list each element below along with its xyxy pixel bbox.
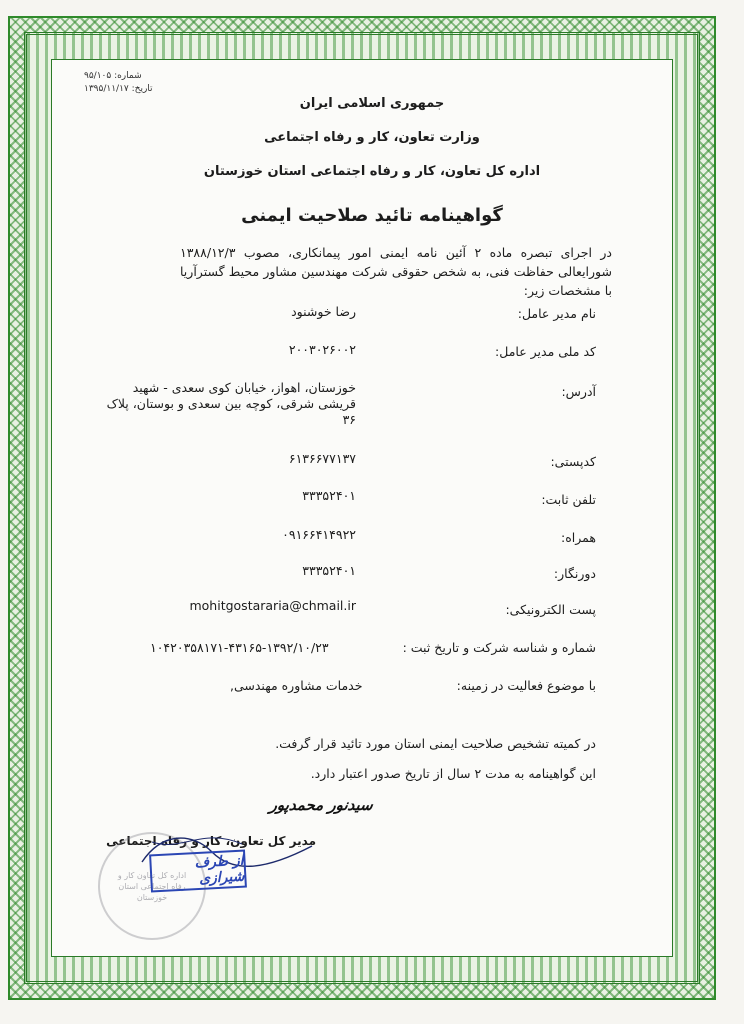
reference-block [84, 70, 204, 96]
blue-stamp: از طرف شیرازی [149, 850, 247, 893]
signature-name: سیدنور محمدپور [268, 796, 375, 814]
address-label: آدرس: [561, 384, 596, 399]
embossed-seal: اداره کل تعاون کار و رفاه اجتماعی استان خوزستان [98, 832, 206, 940]
reference-date: تاریخ: ۱۳۹۵/۱۱/۱۷ [84, 84, 153, 94]
header-department: اداره کل تعاون، کار و رفاه اجتماعی استان خوزستان [203, 164, 541, 179]
fax-label: دورنگار: [553, 566, 596, 581]
national-code-value: ۲۰۰۳۰۲۶۰۰۲ [288, 342, 356, 357]
intro-paragraph: در اجرای تبصره ماده ۲ آئین نامه ایمنی امور پیمانکاری، مصوب ۱۳۸۸/۱۲/۳ شورایعالی حفاظت فنی، به شخص حقوقی شرکت مهندسین مشاور محیط گسترآریا با مشخصات زیر: [180, 245, 612, 298]
signature-role: مدیر کل تعاون، کار و رفاه اجتماعی [106, 834, 316, 848]
reference-number: شماره: ۹۵/۱۰۵ [84, 71, 142, 81]
header-country: جمهوری اسلامی ایران [299, 96, 445, 111]
registration-row [150, 640, 596, 655]
postal-code-label: کدپستی: [550, 454, 596, 469]
mobile-label: همراه: [561, 530, 596, 545]
approval-statement: در کمیته تشخیص صلاحیت ایمنی استان مورد تائید قرار گرفت. [275, 736, 596, 751]
email-label: پست الکترونیکی: [505, 602, 596, 617]
activity-row [150, 678, 596, 693]
phone-label: تلفن ثابت: [541, 492, 596, 507]
registration-value: ۱۰۴۲۰۳۵۸۱۷۱-۴۳۱۶۵-۱۳۹۲/۱۰/۲۳ [150, 640, 329, 655]
address-value: خوزستان، اهواز، خیابان کوی سعدی - شهید قریشی شرقی، کوچه بین سعدی و بوستان، پلاک ۳۶ [106, 380, 356, 427]
validity-statement: این گواهینامه به مدت ۲ سال از تاریخ صدور اعتبار دارد. [310, 766, 596, 781]
header-ministry: وزارت تعاون، کار و رفاه اجتماعی [264, 130, 480, 145]
manager-name-label: نام مدیر عامل: [517, 306, 596, 321]
postal-code-value: ۶۱۳۶۶۷۷۱۳۷ [288, 451, 356, 466]
mobile-value: ۰۹۱۶۶۴۱۴۹۲۲ [282, 527, 356, 542]
certificate-title: گواهینامه تائید صلاحیت ایمنی [241, 205, 503, 226]
email-value: mohitgostararia@chmail.ir [189, 598, 356, 613]
registration-label: شماره و شناسه شرکت و تاریخ ثبت : [402, 640, 596, 655]
phone-value: ۳۳۳۵۲۴۰۱ [302, 488, 356, 503]
activity-label: با موضوع فعالیت در زمینه: [456, 678, 596, 693]
manager-name-value: رضا خوشنود [291, 304, 356, 319]
national-code-label: کد ملی مدیر عامل: [495, 344, 596, 359]
activity-value: خدمات مشاوره مهندسی, [230, 678, 363, 693]
fax-value: ۳۳۳۵۲۴۰۱ [302, 563, 356, 578]
